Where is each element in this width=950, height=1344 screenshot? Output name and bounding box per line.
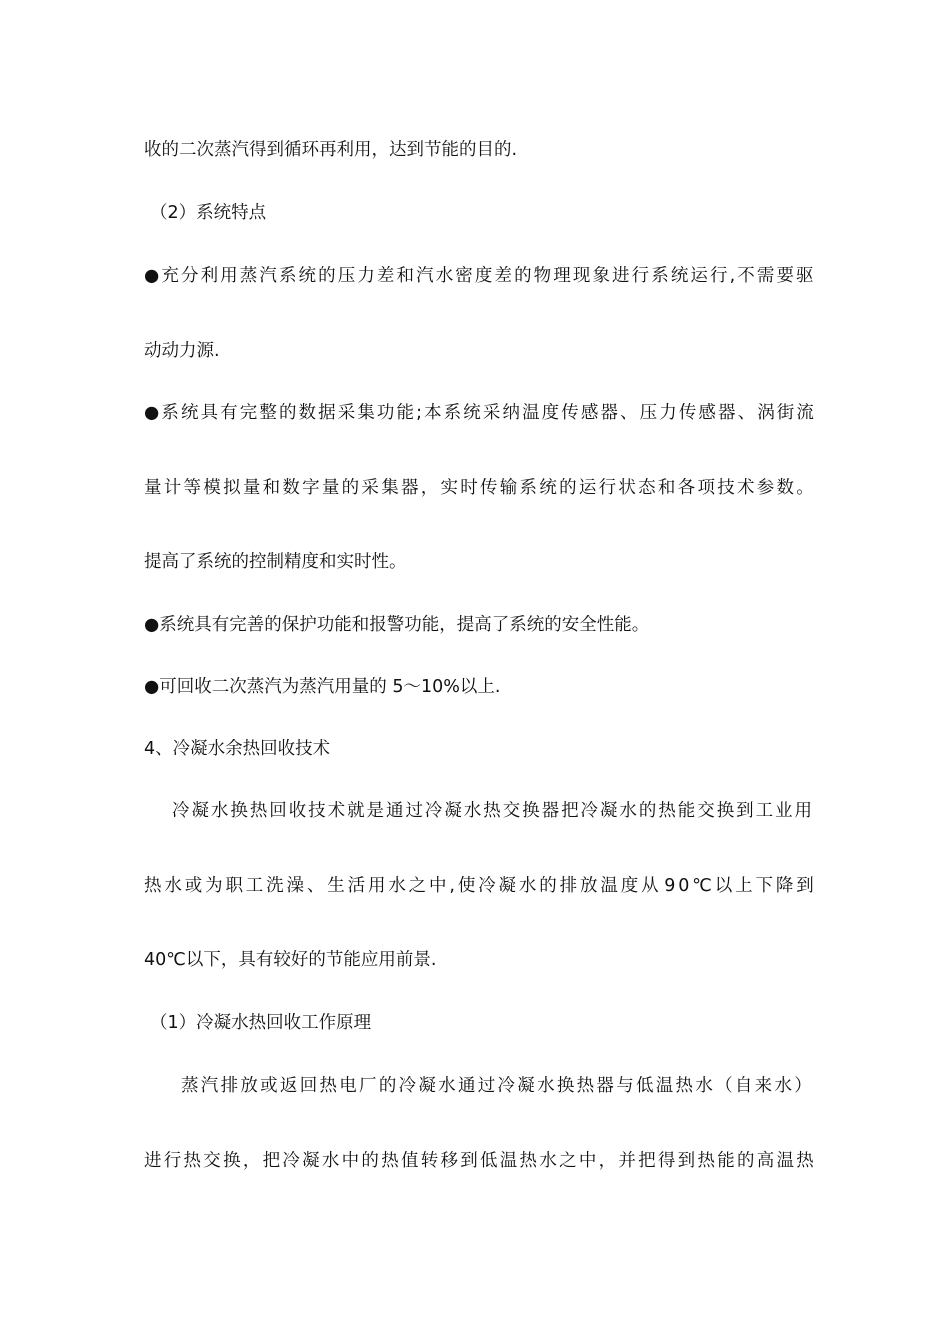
bullet-line-data-collection-end: 提高了系统的控制精度和实时性。 <box>144 552 407 572</box>
bullet-line-recovery-ratio: ●可回收二次蒸汽为蒸汽用量的 5～10%以上. <box>144 677 501 697</box>
bullet-line-data-collection: ● 系 统 具 有 完 整 的 数 据 采 集 功 能 ; 本 系 统 采 纳 温 度 传 感 器 、 压 力 传 感 器 、 涡 街 流 <box>144 403 814 423</box>
paragraph-line-principle: 蒸 汽 排 放 或 返 回 热 电 厂 的 冷 凝 水 通 过 冷 凝 水 换 热 器 与 低 温 热 水 （ 自 来 水 ） <box>181 1076 812 1096</box>
bullet-line-data-collection-cont: 量 计 等 模 拟 量 和 数 字 量 的 采 集 器 ， 实 时 传 输 系 统 的 运 行 状 态 和 各 项 技 术 参 数 。 <box>144 478 814 498</box>
bullet-line-protection: ●系统具有完善的保护功能和报警功能，提高了系统的安全性能。 <box>144 615 650 635</box>
bullet-line-pressure-difference: ● 充 分 利 用 蒸 汽 系 统 的 压 力 差 和 汽 水 密 度 差 的 物 理 现 象 进 行 系 统 运 行 , 不 需 要 驱 <box>144 266 814 286</box>
bullet-line-pressure-difference-cont: 动动力源. <box>144 341 220 361</box>
paragraph-line-condensate-intro: 冷 凝 水 换 热 回 收 技 术 就 是 通 过 冷 凝 水 热 交 换 器 把 冷 凝 水 的 热 能 交 换 到 工 业 用 <box>172 801 812 821</box>
paragraph-line-principle-cont: 进 行 热 交 换 ， 把 冷 凝 水 中 的 热 值 转 移 到 低 温 热 水 之 中 ， 并 把 得 到 热 能 的 高 温 热 <box>144 1151 814 1171</box>
paragraph-line-condensate-intro-cont: 热 水 或 为 职 工 洗 澡 、 生 活 用 水 之 中 , 使 冷 凝 水 的 排 放 温 度 从 9 0 ℃ 以 上 下 降 到 <box>144 876 814 896</box>
section-heading-condensate-heat-recovery: 4、冷凝水余热回收技术 <box>144 739 331 759</box>
paragraph-line-continuation: 收的二次蒸汽得到循环再利用，达到节能的目的. <box>144 140 518 160</box>
subheading-system-features: （2）系统特点 <box>150 203 267 223</box>
subheading-working-principle: （1）冷凝水热回收工作原理 <box>150 1013 372 1033</box>
paragraph-line-condensate-intro-end: 40℃以下，具有较好的节能应用前景. <box>144 950 437 970</box>
